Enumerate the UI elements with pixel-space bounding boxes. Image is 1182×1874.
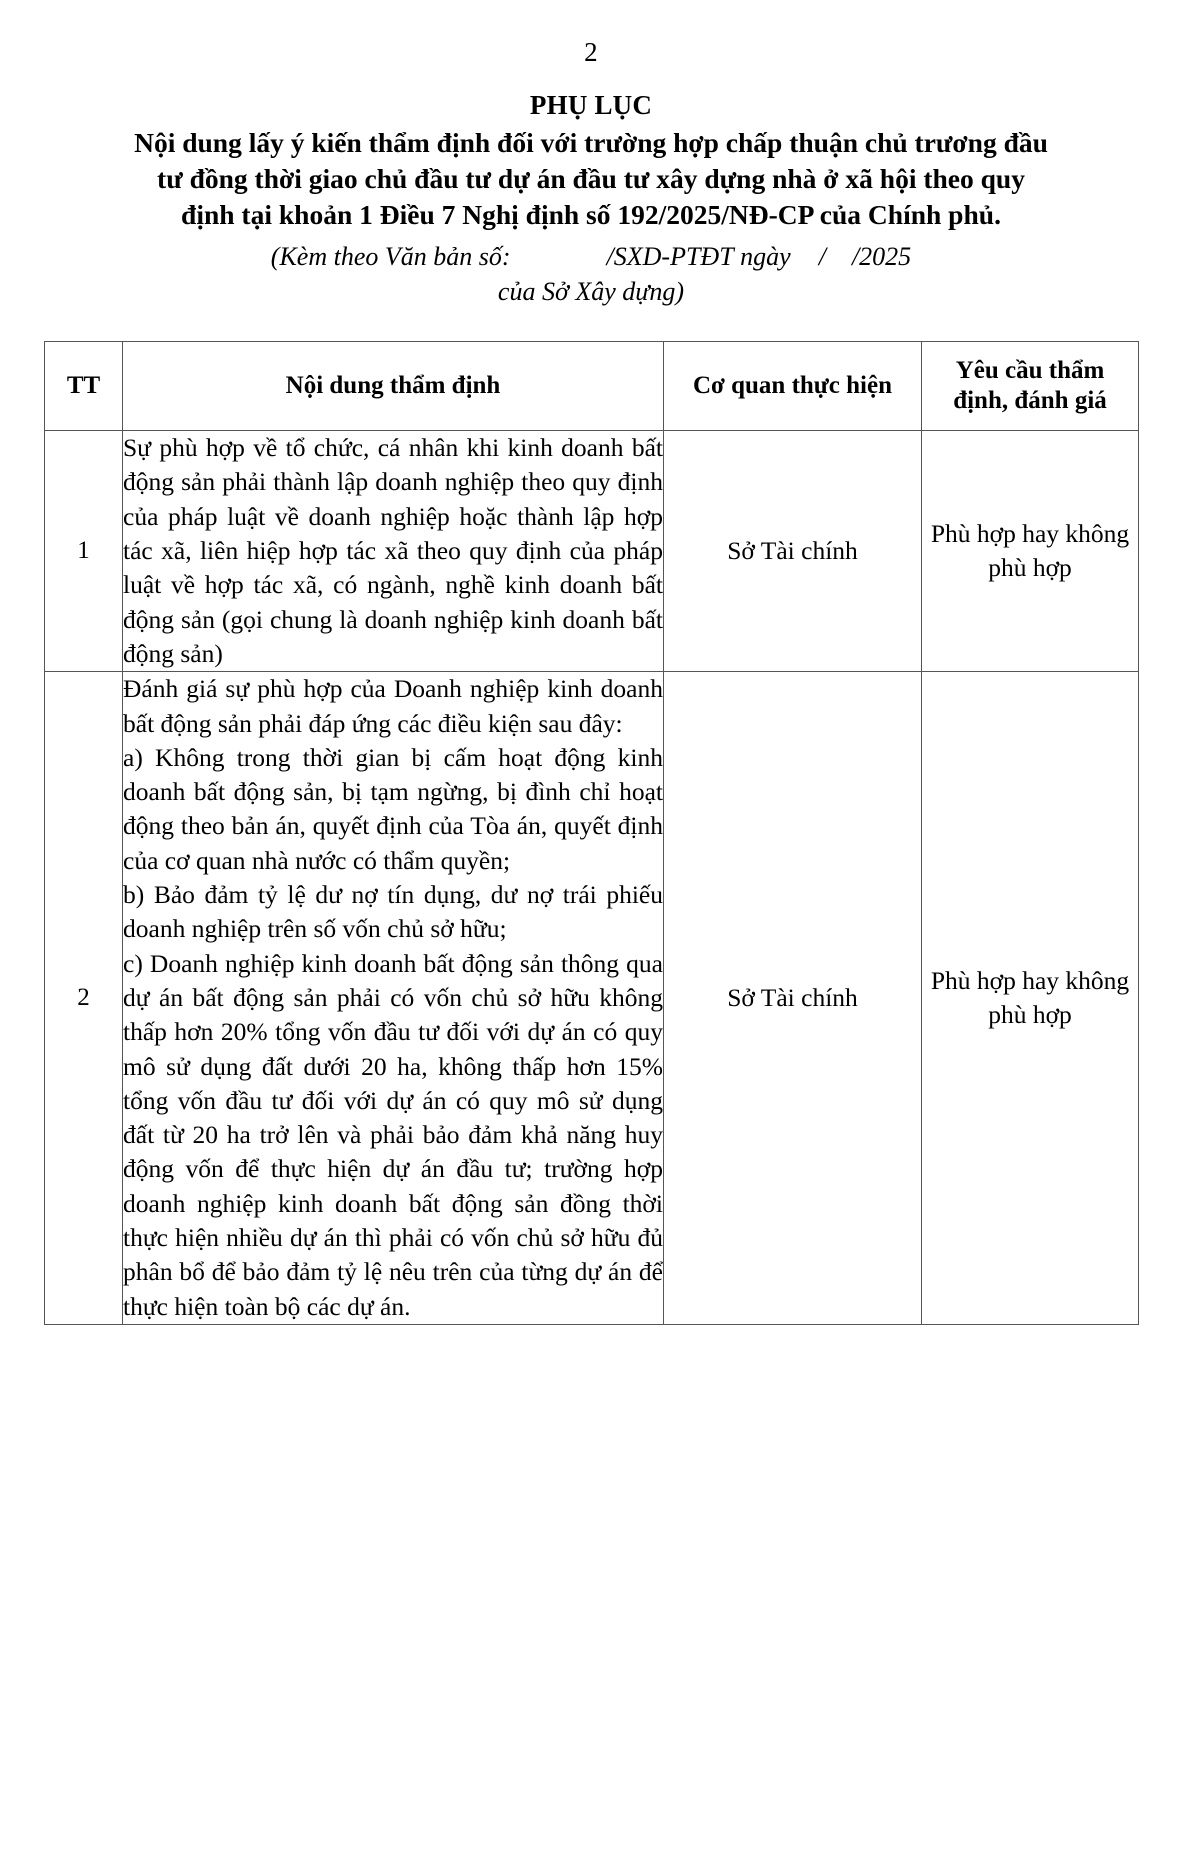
page-title: PHỤ LỤC: [529, 89, 653, 120]
page-number: 2: [584, 37, 598, 67]
row-index: 1: [45, 431, 123, 672]
row-paragraph: c) Doanh nghiệp kinh doanh bất động sản thông qua dự án bất động sản phải có vốn chủ sở hữu không thấp hơn 20% tổng vốn đầu tư đối với dự án có quy mô sử dụng đất dưới 20 ha, không thấp hơn 15% tổng vốn đầu tư đối với dự án có quy mô sử dụng đất từ 20 ha trở lên và phải bảo đảm khả năng huy động vốn để thực hiện dự án đầu tư; trường hợp doanh nghiệp kinh doanh bất động sản đồng thời thực hiện nhiều dự án thì phải có vốn chủ sở hữu đủ phân bổ để bảo đảm tỷ lệ nêu trên của từng dự án để thực hiện toàn bộ các dự án.: [123, 948, 663, 1321]
row-paragraph: a) Không trong thời gian bị cấm hoạt động kinh doanh bất động sản, bị tạm ngừng, bị đình chỉ hoạt động theo bản án, quyết định của Tòa án, quyết định của cơ quan nhà nước có thẩm quyền;: [123, 742, 663, 875]
document-reference-line: [51, 240, 1131, 274]
reference-date-label: ngày: [740, 241, 791, 271]
column-header-yeu-cau: Yêu cầu thẩm định, đánh giá: [922, 342, 1139, 431]
row-paragraph: Sự phù hợp về tổ chức, cá nhân khi kinh doanh bất động sản phải thành lập doanh nghiệp theo quy định của pháp luật về doanh nghiệp hoặc thành lập hợp tác xã, liên hiệp hợp tác xã theo quy định của pháp luật về hợp tác xã, có ngành, nghề kinh doanh bất động sản (gọi chung là doanh nghiệp kinh doanh bất động sản): [123, 433, 663, 668]
row-content: [123, 431, 664, 672]
subtitle-line-3: định tại khoản 1 Điều 7 Nghị định số 192/2025/NĐ-CP của Chính phủ.: [181, 199, 1001, 231]
table-row: [45, 431, 1139, 672]
reference-year: /2025: [851, 241, 912, 271]
row-index: 2: [45, 672, 123, 1325]
table-body: [45, 431, 1139, 1325]
column-header-co-quan: Cơ quan thực hiện: [664, 342, 922, 431]
reference-code: /SXD-PTĐT: [606, 241, 734, 271]
column-header-noi-dung: Nội dung thẩm định: [123, 342, 664, 431]
appendix-table-container: [44, 341, 1138, 1325]
subtitle-line-1: Nội dung lấy ý kiến thẩm định đối với trường hợp chấp thuận chủ trương đầu: [134, 126, 1048, 158]
row-requirement: Phù hợp hay không phù hợp: [922, 672, 1139, 1325]
row-paragraph: b) Bảo đảm tỷ lệ dư nợ tín dụng, dư nợ trái phiếu doanh nghiệp trên số vốn chủ sở hữu;: [123, 880, 663, 944]
row-content: [123, 672, 664, 1325]
table-header-row: [45, 342, 1139, 431]
reference-slash: /: [818, 241, 826, 271]
reference-issuer: của Sở Xây dựng): [497, 277, 685, 307]
reference-prefix: (Kèm theo Văn bản số:: [270, 241, 511, 271]
column-header-tt: TT: [45, 342, 123, 431]
row-requirement: Phù hợp hay không phù hợp: [922, 431, 1139, 672]
document-subtitle: [61, 125, 1121, 234]
subtitle-line-2: tư đồng thời giao chủ đầu tư dự án đầu tư xây dựng nhà ở xã hội theo quy: [157, 162, 1025, 194]
row-paragraph: Đánh giá sự phù hợp của Doanh nghiệp kinh doanh bất động sản phải đáp ứng các điều kiện sau đây:: [123, 674, 663, 738]
row-agency: Sở Tài chính: [664, 672, 922, 1325]
appendix-table: [44, 341, 1139, 1325]
row-agency: Sở Tài chính: [664, 431, 922, 672]
table-row: [45, 672, 1139, 1325]
